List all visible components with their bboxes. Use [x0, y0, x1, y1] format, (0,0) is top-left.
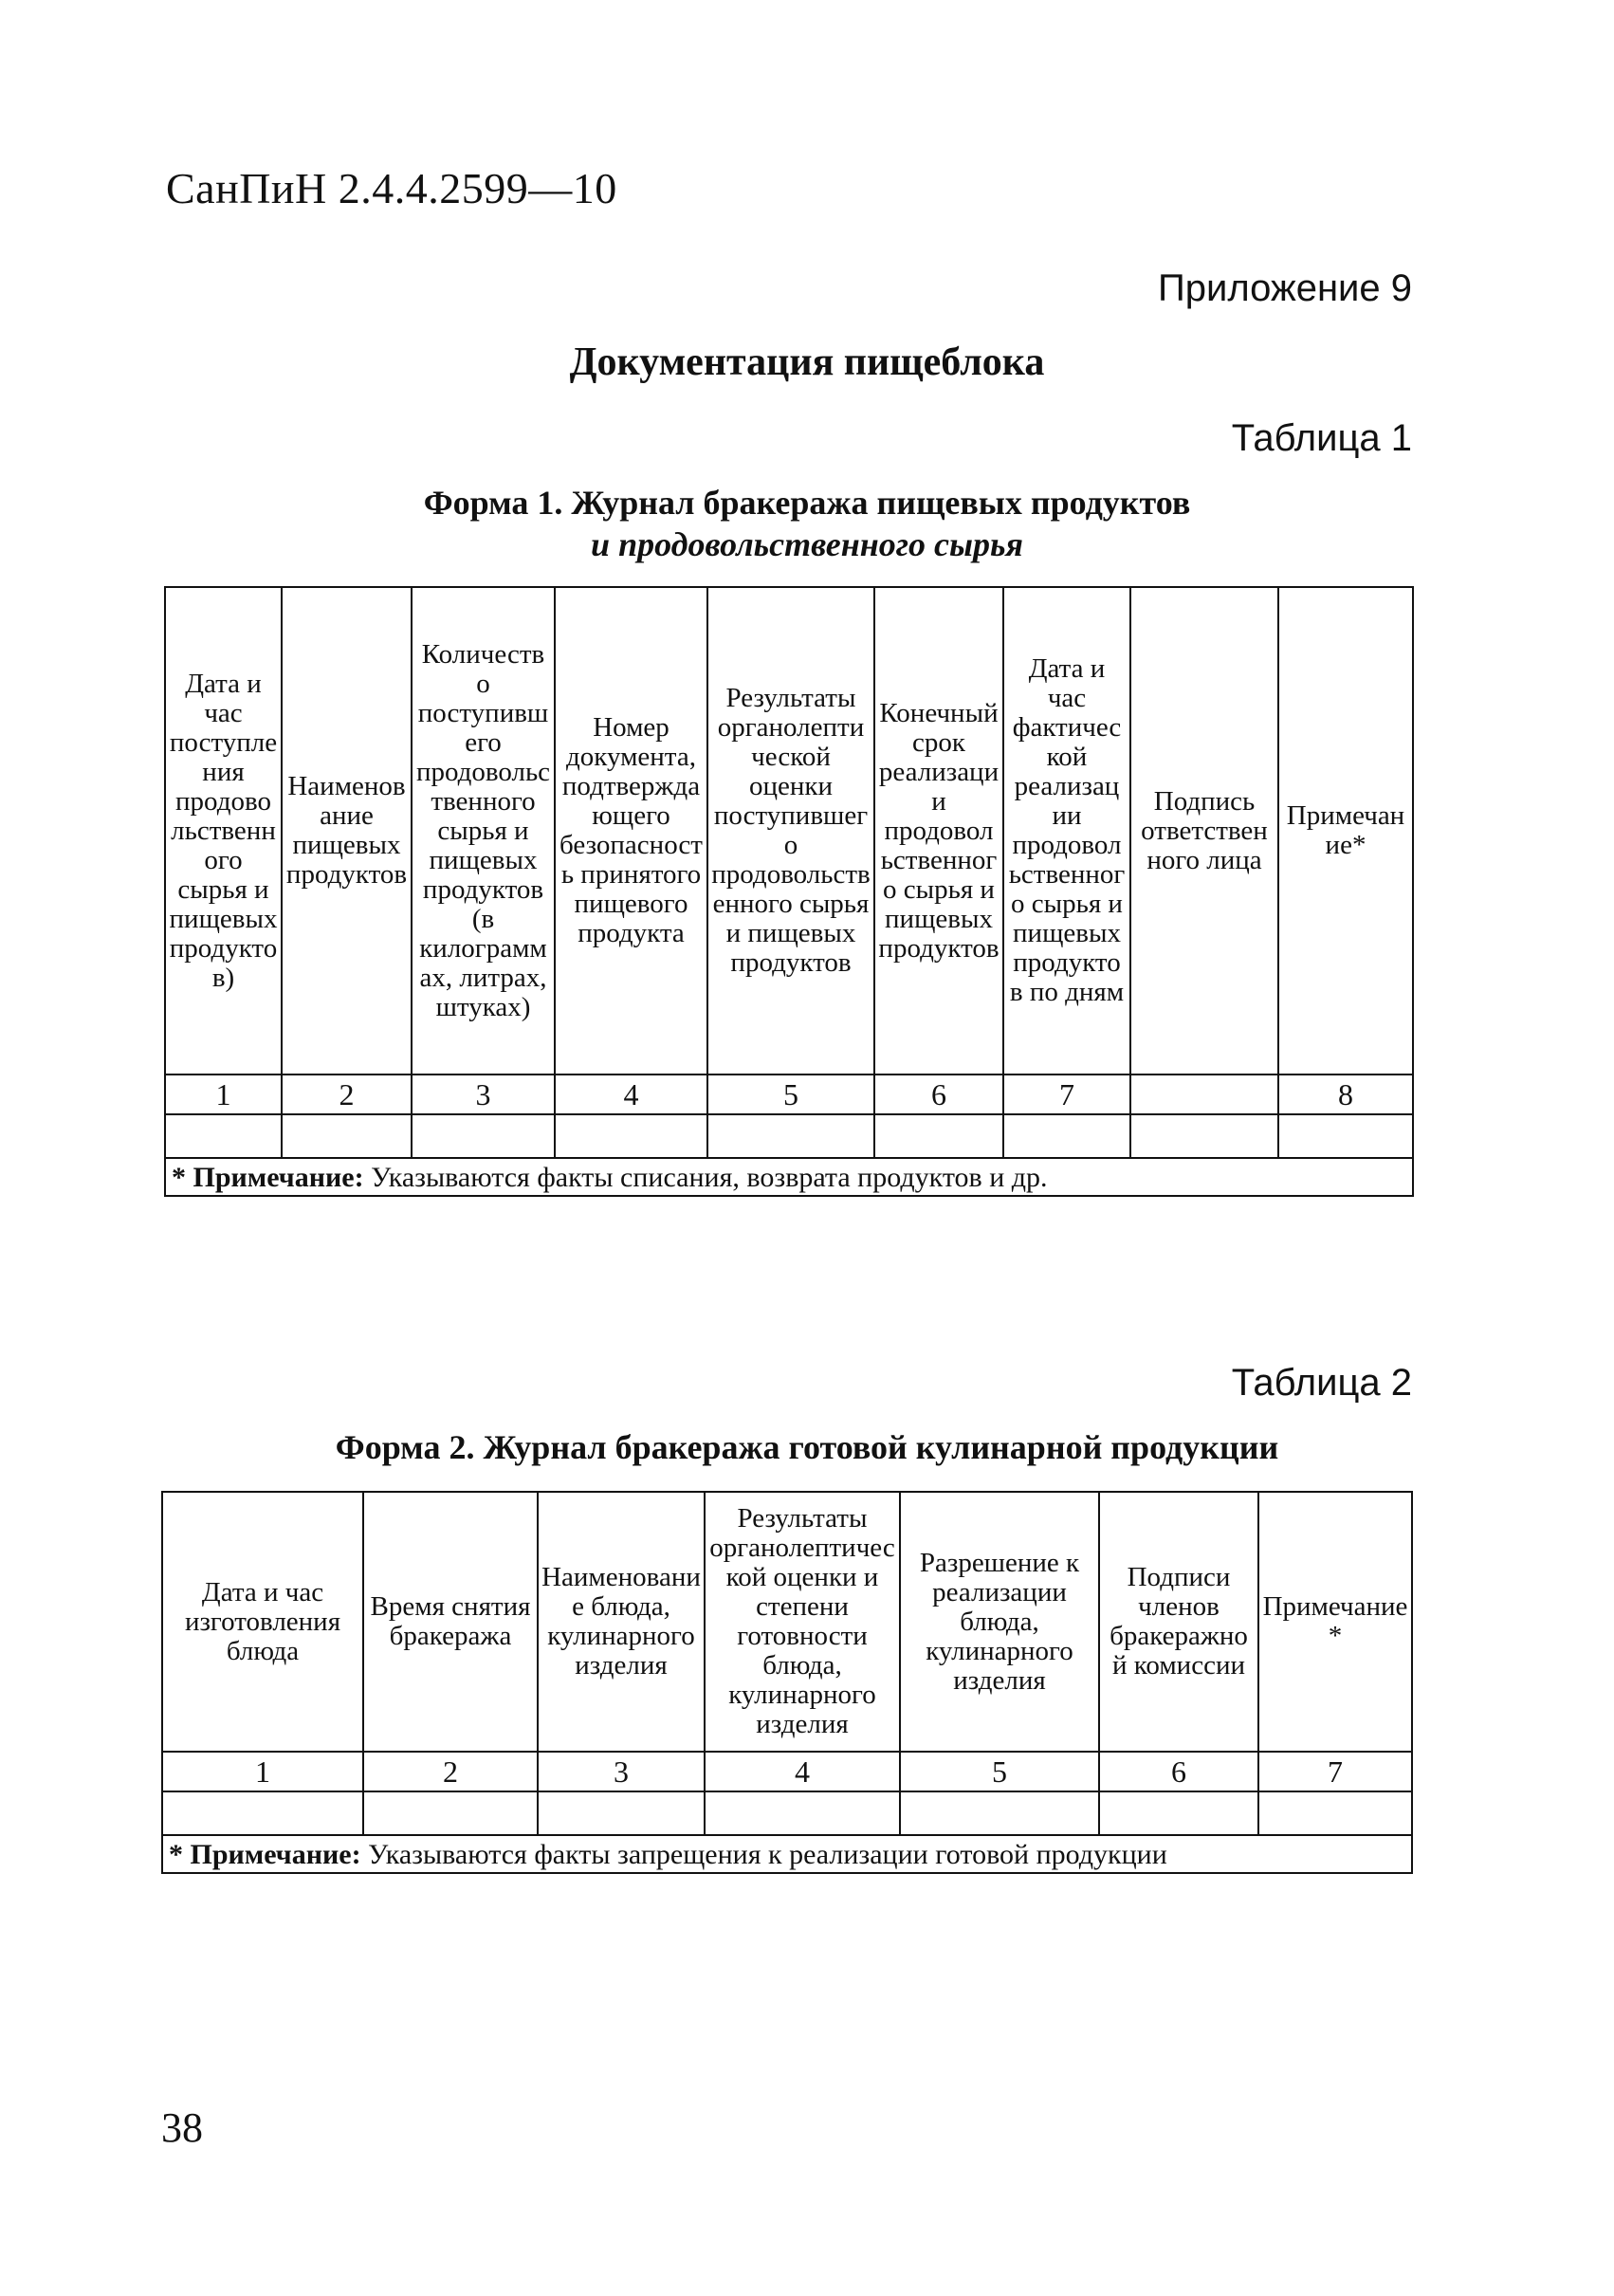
form1-title-line1: Форма 1. Журнал бракеража пищевых продуктов	[423, 484, 1191, 522]
table1-header-cell: Номер документа, подтверждающего безопасность принятого пищевого продукта	[555, 587, 707, 1075]
table1-empty-row	[165, 1114, 1413, 1158]
table2-header-row	[162, 1492, 1412, 1752]
table1-header-cell: Количество поступившего продовольственного сырья и пищевых продуктов (в килограммах, литрах, штуках)	[412, 587, 555, 1075]
table1-column-number: 7	[1003, 1075, 1130, 1114]
form1-title	[0, 482, 1614, 565]
table1-column-number: 6	[874, 1075, 1003, 1114]
table1-label: Таблица 1	[1231, 417, 1412, 459]
table1-empty-cell	[1003, 1114, 1130, 1158]
table1-empty-cell	[165, 1114, 282, 1158]
table2-header-cell: Дата и час изготовления блюда	[162, 1492, 363, 1752]
table1-header-row	[165, 587, 1413, 1075]
form1-title-line2: и продовольственного сырья	[591, 525, 1023, 563]
table2-column-number: 5	[900, 1752, 1099, 1791]
table2-header-cell: Подписи членов бракеражной комиссии	[1099, 1492, 1258, 1752]
table1-header-cell: Результаты органолептической оценки поступившего продовольственного сырья и пищевых продуктов	[707, 587, 874, 1075]
table2-empty-cell	[162, 1791, 363, 1835]
page-title: Документация пищеблока	[569, 340, 1045, 384]
table2-label: Таблица 2	[1231, 1362, 1412, 1404]
table2-empty-cell	[538, 1791, 705, 1835]
table2-empty-cell	[363, 1791, 538, 1835]
table2-column-number: 4	[705, 1752, 900, 1791]
table1-header-cell: Дата и час фактической реализации продовольственного сырья и пищевых продуктов по дням	[1003, 587, 1130, 1075]
table2-header-cell: Разрешение к реализации блюда, кулинарного изделия	[900, 1492, 1099, 1752]
table1-column-number: 2	[282, 1075, 412, 1114]
table1-column-number: 1	[165, 1075, 282, 1114]
table1-empty-cell	[282, 1114, 412, 1158]
table2-column-number: 6	[1099, 1752, 1258, 1791]
table1-column-number	[1130, 1075, 1278, 1114]
table2-note-row	[162, 1835, 1412, 1873]
table2-empty-row	[162, 1791, 1412, 1835]
table2-header-cell: Время снятия бракеража	[363, 1492, 538, 1752]
table2-number-row	[162, 1752, 1412, 1791]
table1-column-number: 3	[412, 1075, 555, 1114]
table1-header-cell: Дата и час поступления продовольственного сырья и пищевых продуктов)	[165, 587, 282, 1075]
form2-title: Форма 2. Журнал бракеража готовой кулинарной продукции	[335, 1428, 1279, 1466]
table1-note-row	[165, 1158, 1413, 1196]
document-code: СанПиН 2.4.4.2599—10	[166, 164, 617, 212]
table1-header-cell: Наименование пищевых продуктов	[282, 587, 412, 1075]
table1-note-text: Указываются факты списания, возврата продуктов и др.	[363, 1161, 1048, 1193]
table1-note	[165, 1158, 1413, 1196]
table1-header-cell: Примечание*	[1278, 587, 1413, 1075]
table2-empty-cell	[900, 1791, 1099, 1835]
table2-note-label: * Примечание:	[169, 1838, 361, 1870]
table1-empty-cell	[1130, 1114, 1278, 1158]
table1-empty-cell	[1278, 1114, 1413, 1158]
table2-column-number: 3	[538, 1752, 705, 1791]
table2-header-cell: Наименование блюда, кулинарного изделия	[538, 1492, 705, 1752]
table2-header-cell: Примечание*	[1258, 1492, 1412, 1752]
table1-empty-cell	[555, 1114, 707, 1158]
table2-empty-cell	[705, 1791, 900, 1835]
table1-empty-cell	[412, 1114, 555, 1158]
table1-column-number: 5	[707, 1075, 874, 1114]
table2-column-number: 2	[363, 1752, 538, 1791]
table1-header-cell: Подпись ответственного лица	[1130, 587, 1278, 1075]
page-number: 38	[161, 2104, 203, 2151]
table2-column-number: 1	[162, 1752, 363, 1791]
table2-note	[162, 1835, 1412, 1873]
table1-column-number: 8	[1278, 1075, 1413, 1114]
table2	[161, 1491, 1413, 1874]
table2-note-text: Указываются факты запрещения к реализации готовой продукции	[360, 1838, 1167, 1870]
table2-column-number: 7	[1258, 1752, 1412, 1791]
table1-header-cell: Конечный срок реализации продовольственного сырья и пищевых продуктов	[874, 587, 1003, 1075]
appendix-label: Приложение 9	[1158, 267, 1412, 309]
table1-note-label: * Примечание:	[172, 1161, 364, 1193]
table2-header-cell: Результаты органолептической оценки и степени готовности блюда, кулинарного изделия	[705, 1492, 900, 1752]
table2-empty-cell	[1099, 1791, 1258, 1835]
table2-empty-cell	[1258, 1791, 1412, 1835]
table1-empty-cell	[707, 1114, 874, 1158]
table1-number-row	[165, 1075, 1413, 1114]
table1-column-number: 4	[555, 1075, 707, 1114]
table1	[164, 586, 1414, 1197]
table1-empty-cell	[874, 1114, 1003, 1158]
